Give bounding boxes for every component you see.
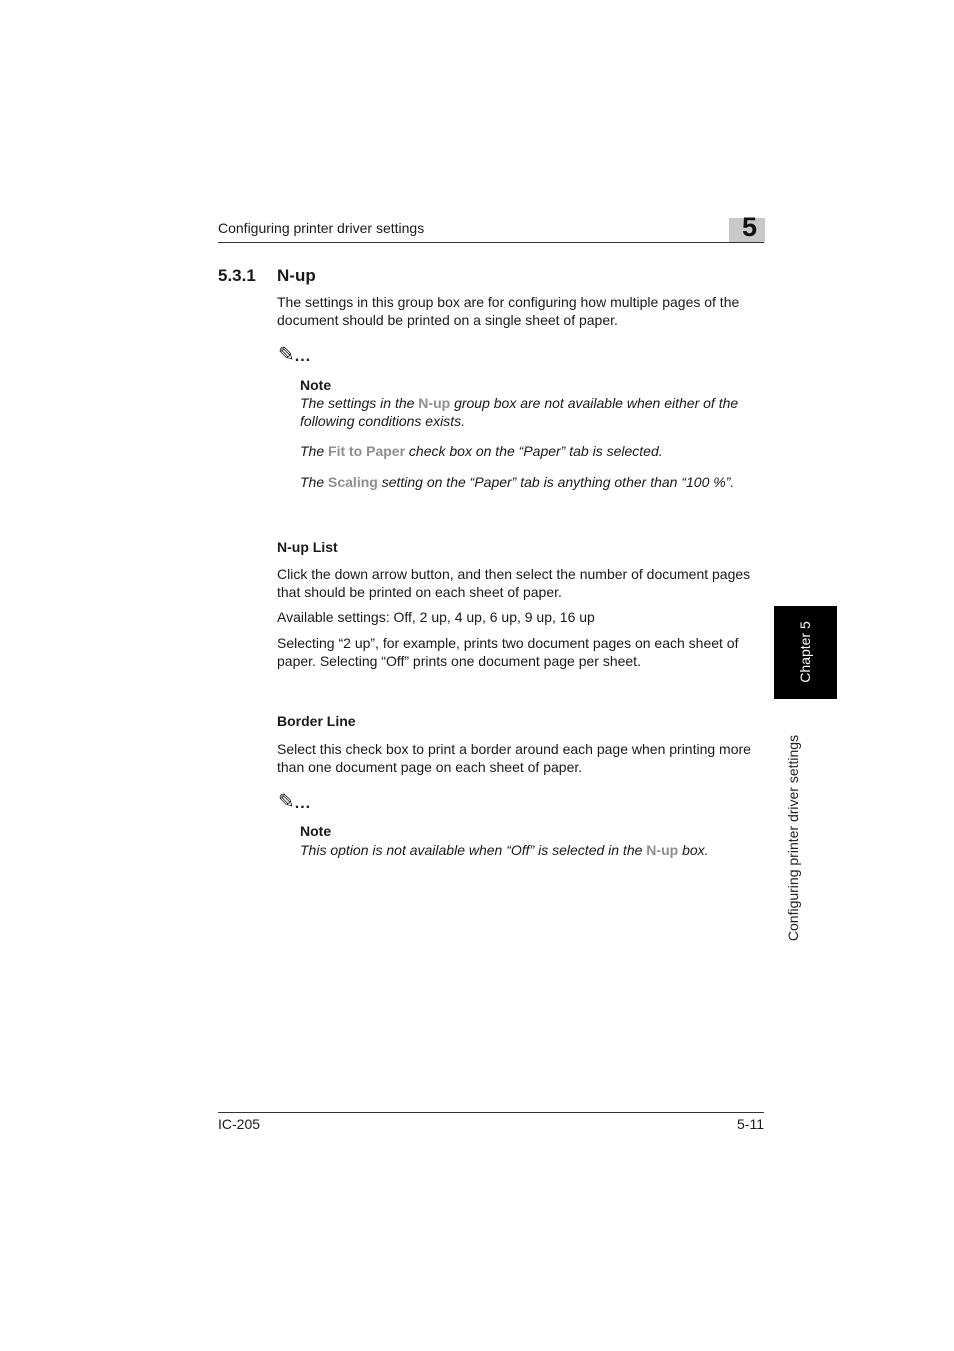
running-header: Configuring printer driver settings [218,220,425,236]
note-text: The [300,443,329,459]
side-tab-chapter-label: Chapter 5 [797,621,813,683]
note-text: group box are not available when either of the following conditions exists. [300,395,739,429]
ui-term-nup: N-up [646,842,679,858]
note-text: The settings in the [300,395,419,411]
note-text: box. [678,842,709,858]
note-1-paragraph-1 [300,394,762,430]
side-tab-title: Configuring printer driver settings [785,734,801,942]
note-2-paragraph [300,841,762,859]
nup-list-heading: N-up List [277,539,338,555]
border-line-heading: Border Line [277,713,356,729]
note-dots: ... [294,795,312,812]
note-text: The [300,474,329,490]
ui-term-nup: N-up [418,395,451,411]
nup-list-paragraph-2: Available settings: Off, 2 up, 4 up, 6 up, 9 up, 16 up [277,609,595,625]
section-number: 5.3.1 [218,266,256,285]
note-dots: ... [294,348,312,365]
footer-page-number: 5-11 [737,1116,764,1132]
note-1-paragraph-2 [300,442,762,460]
note-2-label: Note [300,823,332,839]
note-text: setting on the “Paper” tab is anything other than “100 %”. [377,474,735,490]
note-2-marker [278,792,311,813]
header-rule [218,242,764,243]
section-name: N-up [277,266,316,285]
border-line-paragraph: Select this check box to print a border around each page when printing more than one document page on each sheet of paper. [277,741,751,775]
ui-term-fit-to-paper: Fit to Paper [328,443,406,459]
ui-term-scaling: Scaling [328,474,378,490]
chapter-number: 5 [742,212,758,242]
note-text: check box on the “Paper” tab is selected. [405,443,663,459]
pencil-icon: ✎ [278,344,295,366]
note-1-paragraph-3 [300,473,762,491]
section-title [218,266,316,286]
note-1-marker [278,345,311,366]
nup-list-paragraph-1: Click the down arrow button, and then select the number of document pages that should be printed on each sheet of paper. [277,566,751,600]
note-text: This option is not available when “Off” is selected in the [300,842,647,858]
footer-rule [218,1112,764,1113]
footer-model: IC-205 [218,1116,261,1132]
section-intro: The settings in this group box are for configuring how multiple pages of the document should be printed on a single sheet of paper. [277,294,740,328]
pencil-icon: ✎ [278,791,295,813]
note-1-label: Note [300,377,332,393]
nup-list-paragraph-3: Selecting “2 up”, for example, prints two document pages on each sheet of paper. Selecting “Off” prints one document page per sheet. [277,635,739,669]
